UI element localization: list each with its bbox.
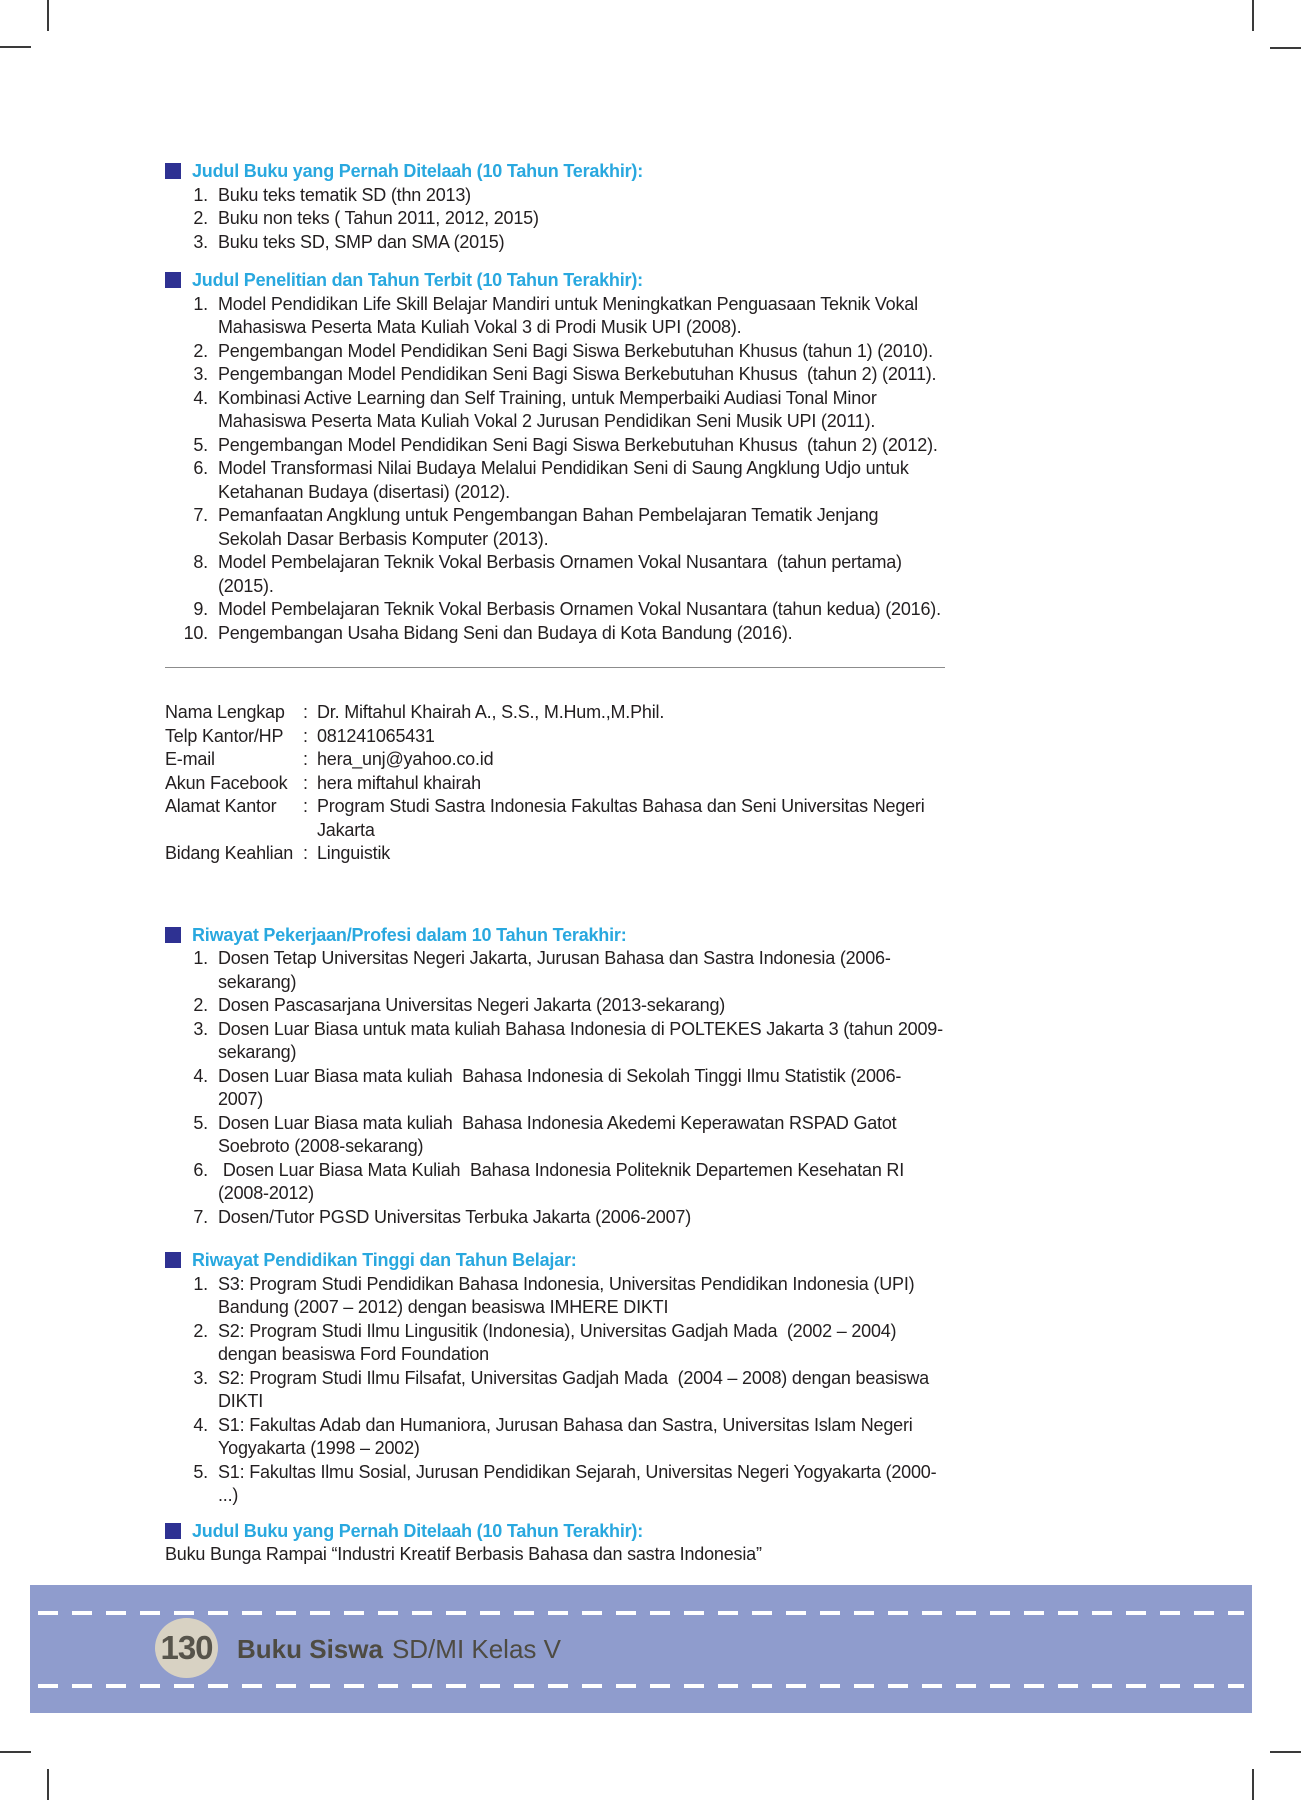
list-item [165, 622, 945, 646]
section-heading [165, 1520, 945, 1544]
section-research [165, 269, 945, 645]
contact-row [165, 748, 945, 772]
contact-row [165, 701, 945, 725]
section-heading-text: Riwayat Pendidikan Tinggi dan Tahun Belajar: [192, 1250, 577, 1270]
list-item-text: Dosen Pascasarjana Universitas Negeri Jakarta (2013-sekarang) [218, 995, 726, 1015]
contact-block [165, 701, 945, 866]
contact-value: hera miftahul khairah [317, 772, 481, 793]
list-item-number: 6. [193, 458, 208, 478]
list-item [165, 1273, 945, 1320]
crop-mark-top-right-horizontal [1270, 47, 1301, 49]
list-item-number: 10. [183, 622, 208, 643]
footer-dashed-line-top [38, 1611, 1244, 1615]
list-item-text: S1: Fakultas Ilmu Sosial, Jurusan Pendidikan Sejarah, Universitas Negeri Yogyakarta (2000- ...) [218, 1461, 942, 1505]
contact-row [165, 772, 945, 796]
section-books-reviewed-2 [165, 1520, 945, 1567]
contact-value: Program Studi Sastra Indonesia Fakultas Bahasa dan Seni Universitas Negeri Jakarta [317, 796, 930, 840]
list-item-text: Pemanfaatan Angklung untuk Pengembangan Bahan Pembelajaran Tematik Jenjang Sekolah Dasar Berbasis Komputer (2013). [218, 505, 884, 549]
list-item-number: 5. [193, 434, 208, 455]
list-item [165, 1018, 945, 1065]
section-note-text: Buku Bunga Rampai “Industri Kreatif Berbasis Bahasa dan sastra Indonesia” [165, 1544, 762, 1564]
list-item-number: 7. [193, 505, 208, 525]
footer-band [30, 1585, 1252, 1713]
list-item [165, 434, 945, 458]
contact-label: Alamat Kantor [165, 796, 277, 816]
contact-value: Dr. Miftahul Khairah A., S.S., M.Hum.,M.Phil. [317, 702, 665, 722]
crop-mark-top-right-vertical [1252, 0, 1254, 31]
list-item [165, 1461, 945, 1508]
crop-mark-bottom-right-horizontal [1270, 1751, 1301, 1753]
section-heading-text: Judul Penelitian dan Tahun Terbit (10 Tahun Terakhir): [192, 270, 643, 290]
list-item [165, 598, 945, 622]
list-item-number: 6. [193, 1159, 208, 1180]
list-item-number: 3. [193, 1018, 208, 1039]
contact-row [165, 842, 945, 866]
square-bullet-icon [165, 927, 181, 943]
list-item [165, 1112, 945, 1159]
list-item-text: Dosen Tetap Universitas Negeri Jakarta, Jurusan Bahasa dan Sastra Indonesia (2006-sekarang) [218, 948, 891, 992]
work-history-list [165, 947, 945, 1229]
contact-value: Linguistik [317, 843, 391, 863]
list-item-number: 1. [193, 948, 208, 968]
contact-value: hera_unj@yahoo.co.id [317, 749, 494, 769]
square-bullet-icon [165, 1252, 181, 1268]
section-work-history [165, 924, 945, 1230]
page-number-badge [155, 1618, 218, 1678]
list-item [165, 551, 945, 598]
crop-mark-top-left-horizontal [0, 46, 31, 48]
list-item [165, 994, 945, 1018]
section-books-reviewed [165, 160, 945, 254]
contact-label: Telp Kantor/HP [165, 725, 284, 746]
crop-mark-bottom-right-vertical [1252, 1769, 1254, 1800]
list-item-text: Pengembangan Model Pendidikan Seni Bagi Siswa Berkebutuhan Khusus (tahun 1) (2010). [218, 340, 933, 361]
list-item-number: 8. [193, 552, 208, 572]
list-item-number: 2. [193, 1320, 208, 1341]
contact-colon: : [303, 772, 308, 793]
list-item-text: Dosen Luar Biasa mata kuliah Bahasa Indonesia di Sekolah Tinggi Ilmu Statistik (2006-2007) [218, 1065, 902, 1109]
contact-label: Nama Lengkap [165, 702, 285, 722]
square-bullet-icon [165, 1523, 181, 1539]
list-item-number: 9. [193, 599, 208, 619]
list-item-text: Buku teks SD, SMP dan SMA (2015) [218, 231, 505, 252]
list-item-text: Dosen/Tutor PGSD Universitas Terbuka Jakarta (2006-2007) [218, 1206, 692, 1227]
list-item-text: S1: Fakultas Adab dan Humaniora, Jurusan Bahasa dan Sastra, Universitas Islam Negeri Yogyakarta (1998 – 2002) [218, 1414, 918, 1458]
section-heading [165, 924, 945, 948]
contact-colon: : [303, 702, 308, 722]
list-item-text: Dosen Luar Biasa untuk mata kuliah Bahasa Indonesia di POLTEKES Jakarta 3 (tahun 2009-sekarang) [218, 1018, 943, 1062]
list-item-number: 7. [193, 1206, 208, 1227]
section-heading [165, 1249, 945, 1273]
list-item [165, 293, 945, 340]
list-item-number: 4. [193, 1414, 208, 1435]
list-item-text: Buku non teks ( Tahun 2011, 2012, 2015) [218, 208, 539, 228]
list-item-number: 2. [193, 995, 208, 1015]
contact-colon: : [303, 725, 308, 746]
contact-colon: : [303, 749, 308, 769]
list-item-text: Kombinasi Active Learning dan Self Training, untuk Memperbaiki Audiasi Tonal Minor Mahasiswa Peserta Mata Kuliah Vokal 2 Jurusan Pendidikan Seni Musik UPI (2011). [218, 387, 882, 431]
page-content [165, 160, 945, 1567]
list-item [165, 231, 945, 255]
footer-dashed-line-bottom [38, 1684, 1244, 1688]
list-item-number: 5. [193, 1112, 208, 1133]
list-item-text: Model Pembelajaran Teknik Vokal Berbasis Ornamen Vokal Nusantara (tahun pertama) (2015). [218, 552, 907, 596]
list-item [165, 1065, 945, 1112]
footer-book-title-rest: SD/MI Kelas V [391, 1633, 561, 1664]
section-heading [165, 269, 945, 293]
list-item [165, 947, 945, 994]
square-bullet-icon [165, 163, 181, 179]
section-divider [165, 667, 945, 668]
section-heading-text: Judul Buku yang Pernah Ditelaah (10 Tahun Terakhir): [192, 161, 644, 181]
contact-label: Bidang Keahlian [165, 843, 294, 863]
list-item-number: 2. [193, 208, 208, 228]
contact-label: Akun Facebook [165, 772, 288, 793]
crop-mark-bottom-left-vertical [47, 1769, 49, 1800]
list-item-number: 3. [193, 1367, 208, 1388]
list-item-text: Model Pendidikan Life Skill Belajar Mandiri untuk Meningkatkan Penguasaan Teknik Vokal Mahasiswa Peserta Mata Kuliah Vokal 3 di Prodi Musik UPI (2008). [218, 293, 923, 337]
list-item-text: Dosen Luar Biasa Mata Kuliah Bahasa Indonesia Politeknik Departemen Kesehatan RI (2008-2012) [218, 1159, 914, 1203]
section-education-history [165, 1249, 945, 1508]
list-item-text: Pengembangan Model Pendidikan Seni Bagi Siswa Berkebutuhan Khusus (tahun 2) (2011). [218, 364, 937, 384]
list-item-text: Pengembangan Model Pendidikan Seni Bagi Siswa Berkebutuhan Khusus (tahun 2) (2012). [218, 434, 938, 455]
contact-row [165, 795, 945, 842]
contact-colon: : [303, 796, 308, 816]
section-heading-text: Judul Buku yang Pernah Ditelaah (10 Tahun Terakhir): [192, 1520, 644, 1541]
list-item-number: 4. [193, 387, 208, 408]
list-item [165, 1414, 945, 1461]
list-item-text: Buku teks tematik SD (thn 2013) [218, 184, 471, 205]
list-item-text: S2: Program Studi Ilmu Filsafat, Universitas Gadjah Mada (2004 – 2008) dengan beasiswa DIKTI [218, 1367, 934, 1411]
crop-mark-top-left-vertical [47, 0, 49, 31]
list-item-text: S3: Program Studi Pendidikan Bahasa Indonesia, Universitas Pendidikan Indonesia (UPI) Bandung (2007 – 2012) dengan beasiswa IMHERE DIKTI [218, 1273, 920, 1317]
list-item [165, 1206, 945, 1230]
list-item [165, 184, 945, 208]
contact-value: 081241065431 [317, 725, 435, 746]
square-bullet-icon [165, 272, 181, 288]
contact-label: E-mail [165, 749, 215, 769]
page-number: 130 [160, 1629, 213, 1666]
list-item [165, 363, 945, 387]
list-item-text: S2: Program Studi Ilmu Lingusitik (Indonesia), Universitas Gadjah Mada (2002 – 2004) dengan beasiswa Ford Foundation [218, 1320, 902, 1364]
list-item-number: 1. [193, 293, 208, 314]
list-item [165, 1159, 945, 1206]
contact-row [165, 725, 945, 749]
list-item-number: 4. [193, 1065, 208, 1086]
research-list [165, 293, 945, 646]
list-item-number: 3. [193, 231, 208, 252]
section-heading [165, 160, 945, 184]
list-item [165, 340, 945, 364]
crop-mark-bottom-left-horizontal [0, 1751, 31, 1753]
list-item-number: 1. [193, 1273, 208, 1294]
list-item [165, 207, 945, 231]
list-item [165, 457, 945, 504]
list-item-text: Pengembangan Usaha Bidang Seni dan Budaya di Kota Bandung (2016). [218, 622, 793, 643]
footer-book-title [237, 1585, 561, 1713]
list-item-number: 2. [193, 340, 208, 361]
list-item [165, 1367, 945, 1414]
list-item-number: 1. [193, 184, 208, 205]
list-item [165, 387, 945, 434]
list-item-number: 3. [193, 364, 208, 384]
list-item-text: Model Pembelajaran Teknik Vokal Berbasis Ornamen Vokal Nusantara (tahun kedua) (2016). [218, 599, 941, 619]
education-list [165, 1273, 945, 1508]
contact-colon: : [303, 843, 308, 863]
list-item-text: Model Transformasi Nilai Budaya Melalui Pendidikan Seni di Saung Angklung Udjo untuk Ketahanan Budaya (disertasi) (2012). [218, 458, 914, 502]
list-item [165, 504, 945, 551]
list-item [165, 1320, 945, 1367]
list-item-number: 5. [193, 1461, 208, 1482]
books-reviewed-list [165, 184, 945, 255]
footer-book-title-bold: Buku Siswa [237, 1633, 383, 1664]
section-heading-text: Riwayat Pekerjaan/Profesi dalam 10 Tahun Terakhir: [192, 924, 627, 945]
list-item-text: Dosen Luar Biasa mata kuliah Bahasa Indonesia Akedemi Keperawatan RSPAD Gatot Soebroto (2008-sekarang) [218, 1112, 902, 1156]
